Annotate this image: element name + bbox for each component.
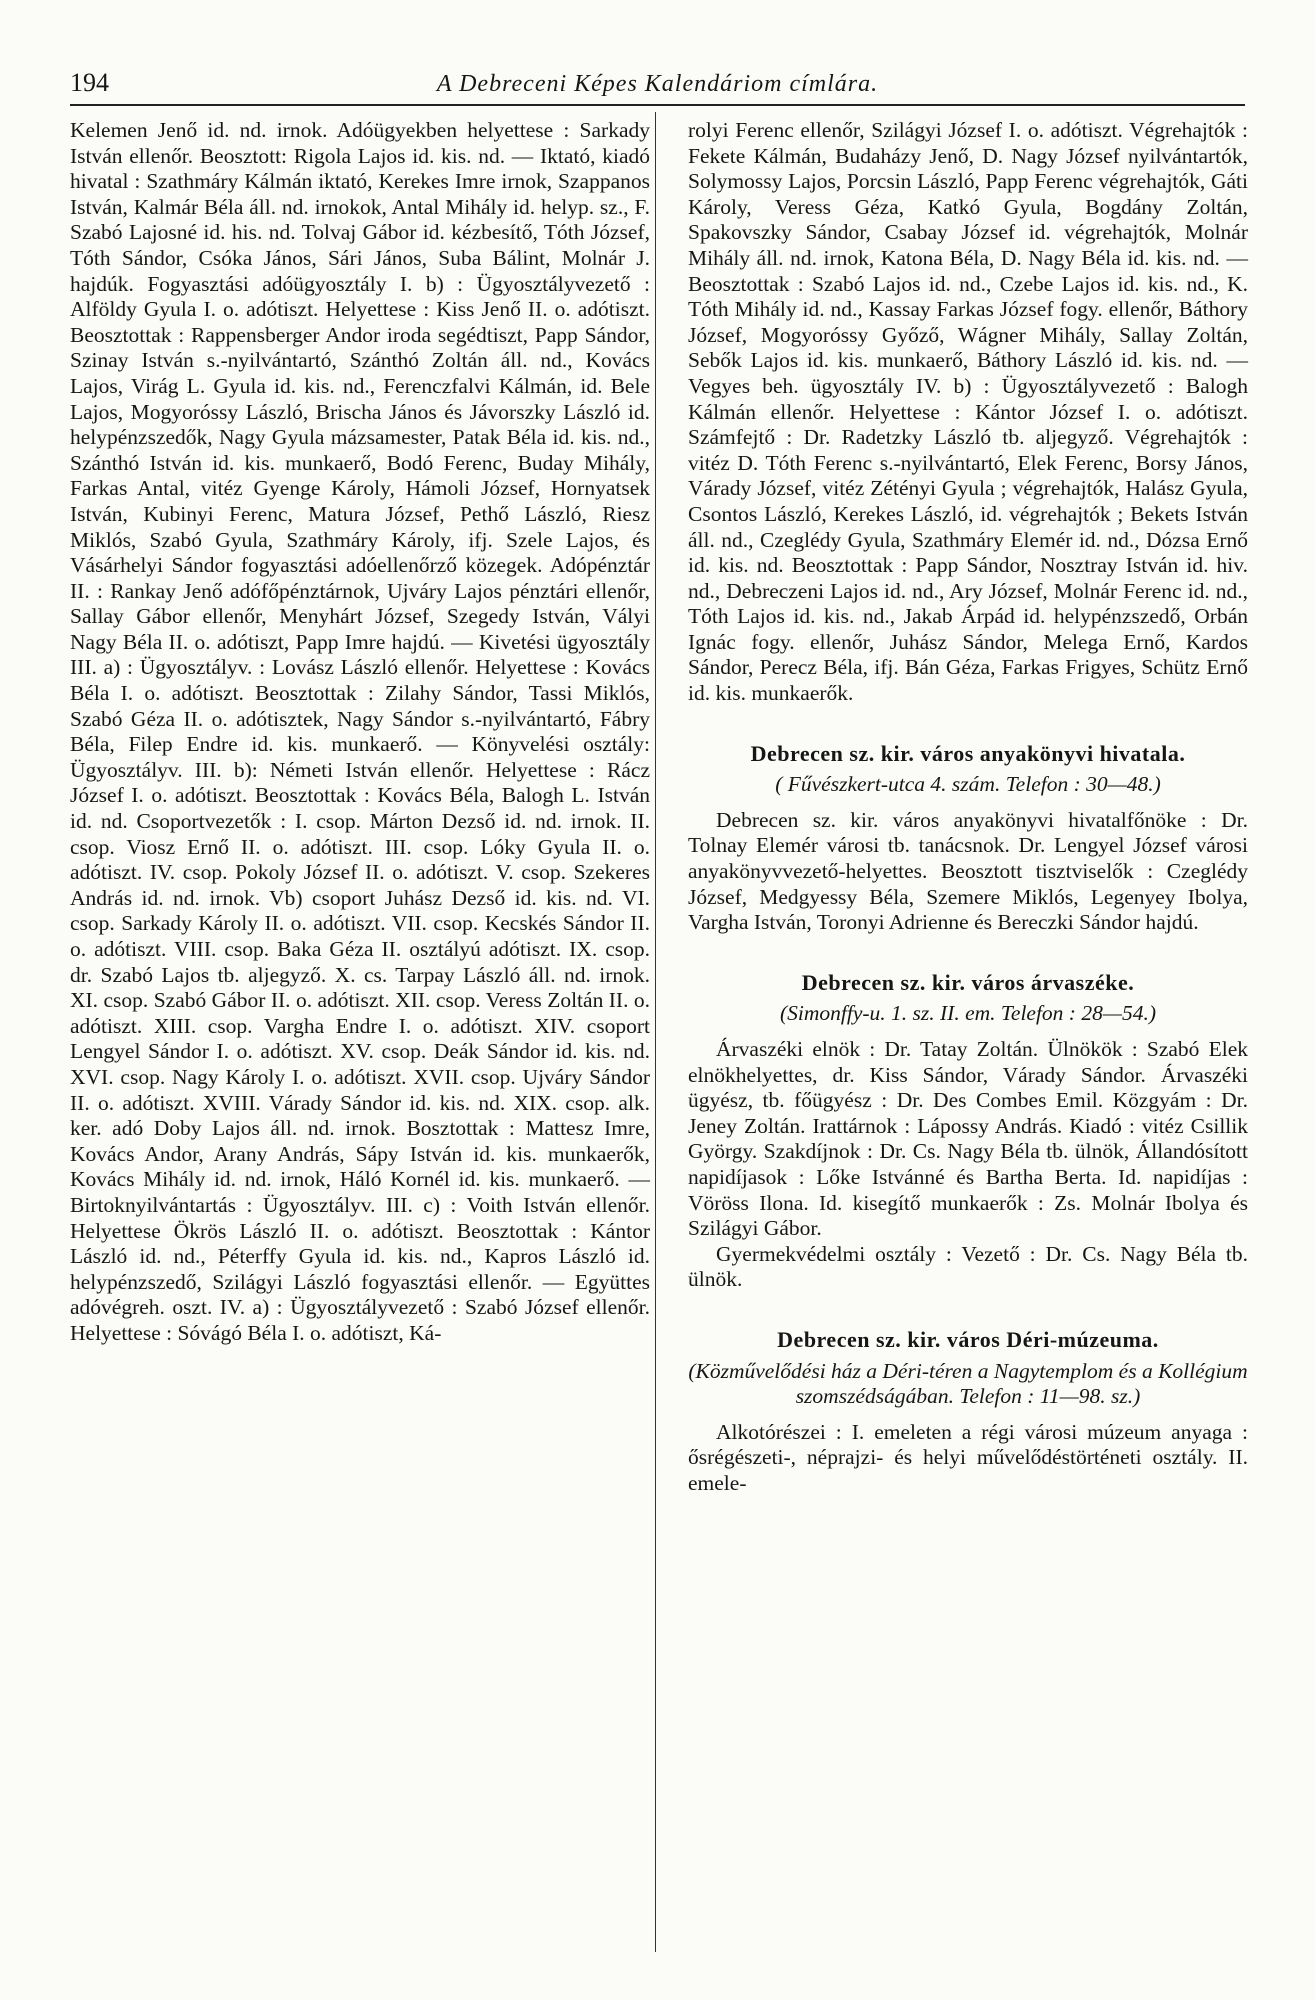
page-header <box>70 58 1245 98</box>
column-divider <box>655 112 656 1952</box>
section-title: Debrecen sz. kir. város Déri-múzeuma. <box>777 1326 1159 1352</box>
section-paragraph: Debrecen sz. kir. város anyakönyvi hivatalfőnöke : Dr. Tolnay Elemér városi tb. tanácsnok. Dr. Lengyel József városi anyakönyvvezető-helyettes. Beosztott tisztviselők : Czeglédy József, Medgyessy Béla, Szemere Miklós, Legenyey Ibolya, Vargha István, Toronyi Adrienne és Bereczki Sándor hajdú. <box>688 807 1248 935</box>
section-arvaszek <box>688 970 1248 1293</box>
page-number: 194 <box>70 68 109 97</box>
section-deri-muzeum <box>688 1327 1248 1497</box>
section-address: (Simonffy-u. 1. sz. II. em. Telefon : 28—54.) <box>779 1001 1156 1026</box>
section-paragraph: Alkotórészei : I. emeleten a régi városi múzeum anyaga : ősrégészeti-, néprajzi- és helyi művelődéstörténeti osztály. II. emele- <box>688 1419 1248 1495</box>
section-paragraph: Gyermekvédelmi osztály : Vezető : Dr. Cs. Nagy Béla tb. ülnök. <box>688 1241 1248 1292</box>
section-address: ( Fűvészkert-utca 4. szám. Telefon : 30—48.) <box>775 772 1161 797</box>
left-column-text: Kelemen Jenő id. nd. irnok. Adóügyekben helyettese : Sarkady István ellenőr. Beosztott: Rigola Lajos id. kis. nd. — Iktató, kiadó hivatal : Szathmáry Kálmán iktató, Kerekes Imre irnok, Szappanos István, Kalmár Béla áll. nd. irnokok, Antal Mihály id. helyp. sz., F. Szabó Lajosné id. his. nd. Tolvaj Gábor id. kézbesítő, Tóth József, Tóth Sándor, Csóka János, Sári János, Suba Bálint, Molnár J. hajdúk. Fogyasztási adóügyosztály I. b) : Ügyosztályvezető : Alföldy Gyula I. o. adótiszt. Helyettese : Kiss Jenő II. o. adótiszt. Beosztottak : Rappensberger Andor iroda segédtiszt, Papp Sándor, Szinay István s.-nyilvántartó, Szánthó Zoltán áll. nd., Kovács Lajos, Virág L. Gyula id. kis. nd., Ferenczfalvi Kálmán, id. Bele Lajos, Mogyoróssy László, Brischa János és Jávorszky László id. helypénzszedők, Nagy Gyula mázsamester, Patak Béla id. kis. nd., Szánthó István id. kis. munkaerő, Bodó Ferenc, Buday Mihály, Farkas Antal, vitéz Gyenge Károly, Hámoli József, Hornyatsek István, Kubinyi Ferenc, Matura József, Pethő László, Riesz Miklós, Szabó Gyula, Szathmáry Károly, ifj. Szele Lajos, és Vásárhelyi Sándor fogyasztási adóellenőrző közegek. Adópénztár II. : Rankay Jenő adófőpénztárnok, Ujváry Lajos pénztári ellenőr, Sallay Gábor ellenőr, Menyhárt József, Szegedy István, Vályi Nagy Béla II. o. adótiszt, Papp Imre hajdú. — Kivetési ügyosztály III. a) : Ügyosztályv. : Lovász László ellenőr. Helyettese : Kovács Béla I. o. adótiszt. Beosztottak : Zilahy Sándor, Tassi Miklós, Szabó Géza II. o. adótisztek, Nagy Sándor s.-nyilvántartó, Fábry Béla, Filep Endre id. kis. munkaerő. — Könyvelési osztály: Ügyosztályv. III. b): Németi István ellenőr. Helyettese : Rácz József I. o. adótiszt. Beosztottak : Kovács Béla, Balogh L. István id. nd. Csoportvezetők : I. csop. Márton Dezső id. nd. irnok. II. csop. Viosz Ernő II. o. adótiszt. III. csop. Lóky Gyula II. o. adótiszt. IV. csop. Pokoly József II. o. adótiszt. V. csop. Szekeres András id. nd. irnok. Vb) csoport Juhász Dezső id. kis. nd. VI. csop. Sarkady Károly II. o. adótiszt. VII. csop. Kecskés Sándor II. o. adótiszt. VIII. csop. Baka Géza II. osztályú adótiszt. IX. csop. dr. Szabó Lajos tb. aljegyző. X. cs. Tarpay László áll. nd. irnok. XI. csop. Szabó Gábor II. o. adótiszt. XII. csop. Veress Zoltán II. o. adótiszt. XIII. csop. Vargha Endre I. o. adótiszt. XIV. csoport Lengyel Sándor I. o. adótiszt. XV. csop. Deák Sándor id. kis. nd. XVI. csop. Nagy Károly I. o. adótiszt. XVII. csop. Ujváry Sándor II. o. adótiszt. XVIII. Várady Sándor id. kis. nd. XIX. csop. alk. ker. adó Doby Lajos áll. nd. irnok. Bosztottak : Mattesz Imre, Kovács Andor, Arany András, Sápy István id. kis. munkaerők, Kovács Mihály id. nd. irnok, Háló Kornél id. kis. munkaerő. — Birtoknyilvántartás : Ügyosztályv. III. c) : Voith István ellenőr. Helyettese Ökrös László II. o. adótiszt. Beosztottak : Kántor László id. nd., Péterffy Gyula id. kis. nd., Kapros László id. helypénzszedő, Szilágyi László fogyasztási ellenőr. — Együttes adóvégreh. oszt. IV. a) : Ügyosztályvezető : Szabó József ellenőr. Helyettese : Sóvágó Béla I. o. adótiszt, Ká- <box>70 118 650 1345</box>
running-title: A Debreceni Képes Kalendáriom címlára. <box>436 71 879 97</box>
header-rule <box>70 104 1245 106</box>
section-anyakonyvi-hivatal <box>688 741 1248 936</box>
right-column-continuation: rolyi Ferenc ellenőr, Szilágyi József I. o. adótiszt. Végrehajtók : Fekete Kálmán, Budaházy Jenő, D. Nagy József nyilvántartók, Solymossy Lajos, Porcsin László, Papp Ferenc végrehajtók, Gáti Károly, Veress Géza, Katkó Gyula, Bogdány Zoltán, Spakovszky Sándor, Csabay József id. végrehajtók, Molnár Mihály áll. nd. irnok, Katona Béla, D. Nagy Béla id. kis. nd. — Beosztottak : Szabó Lajos id. nd., Czebe Lajos id. kis. nd., K. Tóth Mihály id. nd., Kassay Farkas József fogy. ellenőr, Báthory József, Mogyoróssy Győző, Wágner Mihály, Sallay Zoltán, Sebők Lajos id. kis. munkaerő, Báthory László id. kis. nd. — Vegyes beh. ügyosztály IV. b) : Ügyosztályvezető : Balogh Kálmán ellenőr. Helyettese : Kántor József I. o. adótiszt. Számfejtő : Dr. Radetzky László tb. aljegyző. Végrehajtók : vitéz D. Tóth Ferenc s.-nyilvántartó, Elek Ferenc, Borsy János, Várady József, vitéz Zétényi Gyula ; végrehajtók, Halász Gyula, Csontos László, Kerekes László, id. végrehajtók ; Bekets István áll. nd., Czeglédy Gyula, Szathmáry Elemér id. nd., Dózsa Ernő id. kis. nd. Beosztottak : Papp Sándor, Nosztray István id. hiv. nd., Debreczeni Lajos id. nd., Ary József, Molnár Ferenc id. nd., Tóth Lajos id. kis. nd., Jakab Árpád id. helypénzszedő, Orbán Ignác fogy. ellenőr, Juhász Sándor, Melega Ernő, Kardos Sándor, Perecz Béla, ifj. Bán Géza, Farkas Frigyes, Schütz Ernő id. kis. munkaerők. <box>688 118 1248 706</box>
left-column <box>70 118 650 1347</box>
section-title: Debrecen sz. kir. város árvaszéke. <box>801 969 1135 995</box>
right-column <box>688 118 1248 1497</box>
section-paragraph: Árvaszéki elnök : Dr. Tatay Zoltán. Ülnökök : Szabó Elek elnökhelyettes, dr. Kiss Sándor, Várady Sándor. Árvaszéki ügyész, tb. főügyész : Dr. Des Combes Emil. Közgyám : Dr. Jeney Zoltán. Irattárnok : Lápossy András. Kiadó : vitéz Csillik György. Szakdíjnok : Dr. Cs. Nagy Béla tb. ülnök, Állandósított napidíjasok : Lőke Istvánné és Bartha Berta. Id. napidíjas : Vöröss Ilona. Id. kisegítő munkaerők : Zs. Molnár Ibolya és Szilágyi Gábor. <box>688 1037 1248 1241</box>
section-address: (Közművelődési ház a Déri-téren a Nagytemplom és a Kollégium szomszédságában. Telefon : 11—98. sz.) <box>688 1358 1248 1409</box>
section-title: Debrecen sz. kir. város anyakönyvi hivatala. <box>750 740 1186 766</box>
